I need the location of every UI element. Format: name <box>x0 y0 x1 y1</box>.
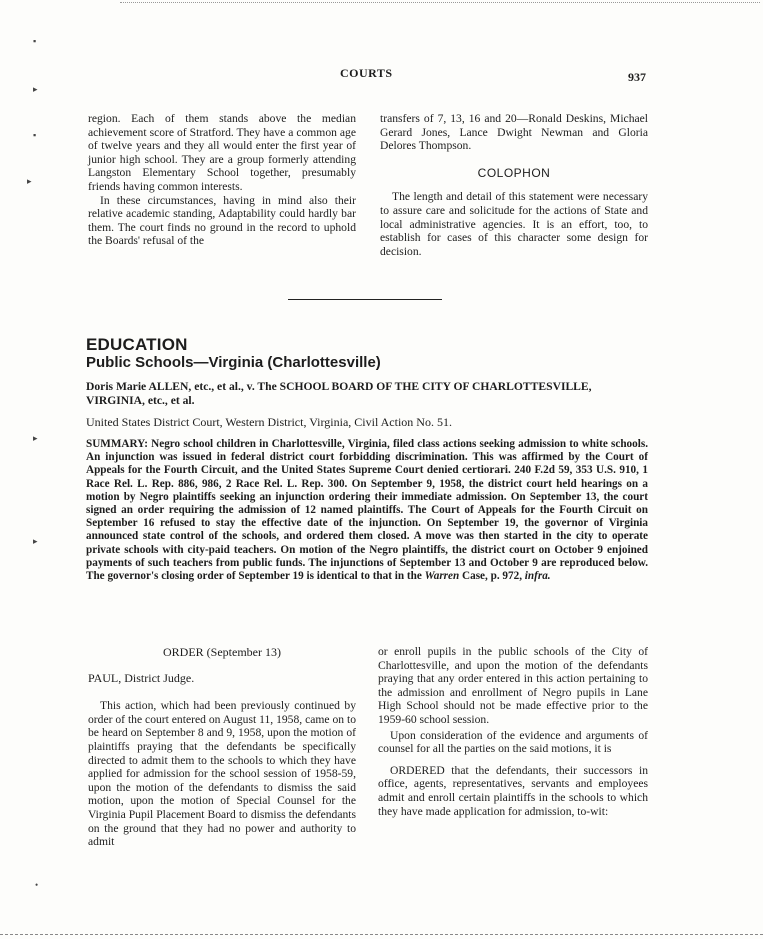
case-reference: Warren <box>424 570 460 583</box>
margin-mark: ▪ <box>33 36 37 46</box>
subsection-title: Public Schools—Virginia (Charlottesville) <box>86 354 381 371</box>
section-title: EDUCATION <box>86 335 188 354</box>
paragraph: or enroll pupils in the public schools of the City of Charlottesville, and upon the motion of the defendants praying that any order entered in this action pertaining to the admission and enrollment of Negro pupils in Lane High School should not be made effective prior to the 1959-60 school session. <box>378 645 648 726</box>
summary <box>86 438 648 583</box>
paragraph: region. Each of them stands above the median achievement score of Stratford. They have a common age of twelve years and they all would enter the first year of junior high school. They are a group formerly attending Langston Elementary School together, presumably friends having common interests. <box>88 112 356 193</box>
bottom-edge <box>0 934 763 935</box>
paragraph: The length and detail of this statement were necessary to assure care and solicitude for the actions of State and local administrative agencies. It is an effort, too, to establish for cases of this character some design for decision. <box>380 190 648 258</box>
judge-name: PAUL, District Judge. <box>88 670 195 685</box>
paragraph: In these circumstances, having in mind also their relative academic standing, Adaptability could hardly bar them. The court finds no ground in the record to uphold the Boards' refusal of the <box>88 193 356 248</box>
summary-label: SUMMARY: <box>86 438 148 450</box>
margin-mark: ▸ <box>33 433 38 443</box>
order-right-column <box>378 645 648 818</box>
summary-text: Negro school children in Charlottesville, Virginia, filed class actions seeking admission to white schools. An injunction was issued in federal district court forbidding discrimination. This was affirmed by the Court of Appeals for the Fourth Circuit, and the United States Supreme Court denied certiorari. 240 F.2d 59, 353 U.S. 910, 1 Race Rel. L. Rep. 886, 986, 2 Race Rel. L. Rep. 300. On September 9, 1958, the district court held hearings on a motion by Negro plaintiffs seeking an injunction ordering their immediate admission. On September 13, the court signed an order requiring the admission of 12 named plaintiffs. The Court of Appeals for the Fourth Circuit on September 16 refused to stay the effective date of the injunction. On September 19, the governor of Virginia announced state control of the schools, and ordered them closed. A move was then started in the city to operate private schools with city-paid teachers. On motion of the Negro plaintiffs, the district court on October 9 enjoined payments of such teachers from public funds. The injunctions of September 13 and October 9 are reproduced below. The governor's closing order of September 19 is identical to that in the <box>86 438 648 583</box>
section-divider <box>288 299 442 300</box>
colophon-heading: COLOPHON <box>477 165 551 180</box>
top-left-column <box>88 112 356 248</box>
order-left-column <box>88 640 356 849</box>
summary-tail: Case, p. 972, <box>459 570 525 583</box>
margin-mark: ▪ <box>33 130 37 140</box>
margin-mark: ▸ <box>33 536 38 546</box>
margin-mark: ▸ <box>33 84 38 94</box>
top-edge-dots <box>120 2 760 3</box>
case-caption: Doris Marie ALLEN, etc., et al., v. The SCHOOL BOARD OF THE CITY OF CHARLOTTESVILLE, VIRGINIA, etc., et al. <box>86 380 592 407</box>
court-line: United States District Court, Western District, Virginia, Civil Action No. 51. <box>86 415 452 429</box>
paragraph: transfers of 7, 13, 16 and 20—Ronald Deskins, Michael Gerard Jones, Lance Dwight Newman and Gloria Delores Thompson. <box>380 112 648 153</box>
paragraph: This action, which had been previously continued by order of the court entered on August 11, 1958, came on to be heard on September 8 and 9, 1958, upon the motion of plaintiffs praying that the defendants be specifically directed to admit them to the schools to which they have applied for admission for the school session of 1958-59, upon the motion of the defendants to dismiss the said motion, upon the motion of Special Counsel for the Virginia Pupil Placement Board to dismiss the defendants on the ground that they had no power and authority to admit <box>88 699 356 849</box>
margin-mark: ▸ <box>27 176 32 186</box>
paragraph: Upon consideration of the evidence and arguments of counsel for all the parties on the said motions, it is <box>378 728 648 756</box>
margin-mark: • <box>35 880 39 890</box>
top-right-column <box>380 112 648 258</box>
running-head: COURTS <box>340 66 393 80</box>
paragraph: ORDERED that the defendants, their successors in office, agents, representatives, servants and employees admit and enroll certain plaintiffs in the schools to which they have made application for admission, to-wit: <box>378 763 648 818</box>
infra-reference: infra. <box>524 570 551 583</box>
order-heading: ORDER (September 13) <box>163 645 281 659</box>
page-number: 937 <box>628 70 646 84</box>
